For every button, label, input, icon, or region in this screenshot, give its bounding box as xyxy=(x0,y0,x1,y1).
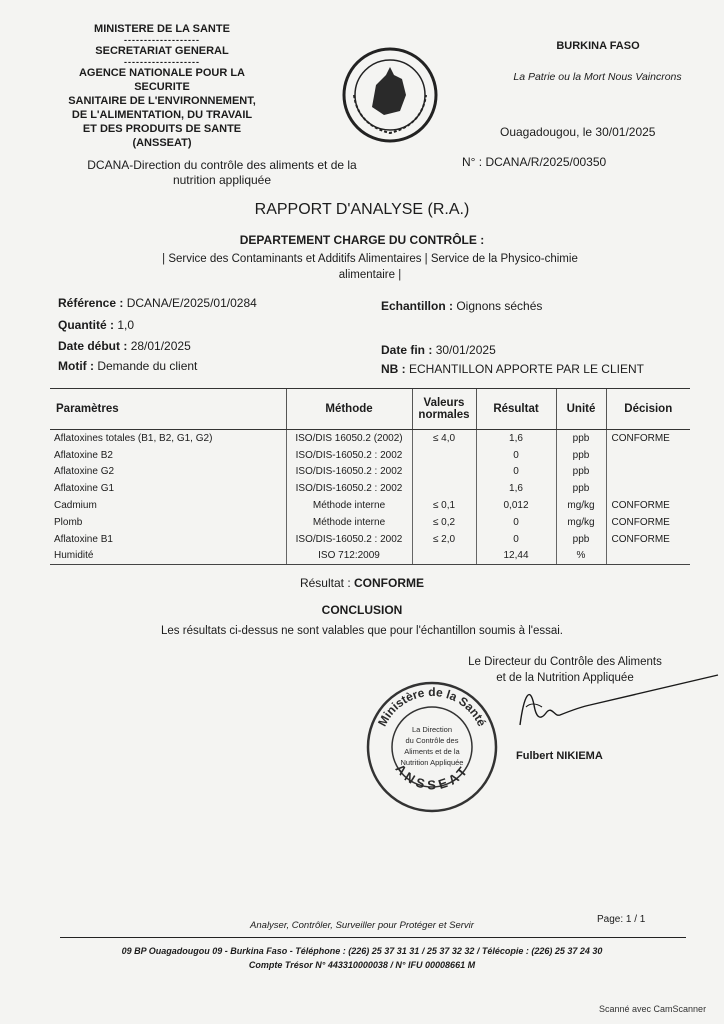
table-cell: Aflatoxines totales (B1, B2, G1, G2) xyxy=(54,432,213,444)
report-number: N° : DCANA/R/2025/00350 xyxy=(462,155,607,169)
table-cell: Aflatoxine G2 xyxy=(54,466,115,478)
dcana-line: nutrition appliquée xyxy=(172,173,272,187)
department-title: DEPARTEMENT CHARGE DU CONTRÔLE : xyxy=(239,233,485,247)
agency-line: AGENCE NATIONALE POUR LA SECURITE xyxy=(78,67,246,93)
conclusion-text: Les résultats ci-dessus ne sont valables que pour l'échantillon soumis à l'essai. xyxy=(161,625,563,637)
table-cell xyxy=(412,480,476,497)
echantillon-label: Echantillon : xyxy=(381,299,453,313)
dcana-line: DCANA-Direction du contrôle des aliments et de la xyxy=(87,158,357,172)
table-cell xyxy=(606,480,690,497)
secretariat-name: SECRETARIAT GENERAL xyxy=(95,45,229,57)
table-cell: ≤ 0,1 xyxy=(412,497,476,514)
table-row xyxy=(50,447,690,464)
table-row xyxy=(50,464,690,481)
table-cell: CONFORME xyxy=(606,430,690,447)
scanner-watermark: Scanné avec CamScanner xyxy=(599,1004,707,1014)
table-cell: ISO/DIS-16050.2 : 2002 xyxy=(286,531,412,548)
stamp-inner-line: Aliments et de la xyxy=(404,747,460,756)
country-name: BURKINA FASO xyxy=(556,40,640,52)
table-cell: CONFORME xyxy=(606,531,690,548)
table-cell: 1,6 xyxy=(476,430,556,447)
ministry-name: MINISTERE DE LA SANTE xyxy=(94,23,230,35)
nb-value: ECHANTILLON APPORTE PAR LE CLIENT xyxy=(409,362,644,376)
reference-value: DCANA/E/2025/01/0284 xyxy=(126,296,257,310)
date-fin-field xyxy=(381,343,496,357)
table-cell: Aflatoxine B1 xyxy=(54,533,113,545)
report-title: RAPPORT D'ANALYSE (R.A.) xyxy=(254,201,470,218)
table-cell: ISO/DIS 16050.2 (2002) xyxy=(286,430,412,447)
result-value: CONFORME xyxy=(354,576,425,590)
table-cell xyxy=(606,464,690,481)
table-cell: ppb xyxy=(556,430,606,447)
stamp-outer-text: Ministère de la Santé xyxy=(375,684,490,729)
footer-address xyxy=(0,944,724,972)
table-row xyxy=(50,430,690,447)
handwritten-signature-icon xyxy=(490,655,720,735)
table-cell: CONFORME xyxy=(606,514,690,531)
signer-name: Fulbert NIKIEMA xyxy=(516,750,603,762)
table-cell xyxy=(606,548,690,565)
echantillon-field xyxy=(381,299,542,313)
agency-line: ET DES PRODUITS DE SANTE xyxy=(82,123,242,135)
table-cell: ISO/DIS-16050.2 : 2002 xyxy=(286,480,412,497)
nb-label: NB : xyxy=(381,362,406,376)
table-row xyxy=(50,531,690,548)
date-fin-value: 30/01/2025 xyxy=(435,343,496,357)
page-number: Page: 1 / 1 xyxy=(597,914,646,925)
table-cell: Aflatoxine B2 xyxy=(54,449,113,461)
table-cell: % xyxy=(556,548,606,565)
table-cell: 12,44 xyxy=(476,548,556,565)
table-row xyxy=(50,497,690,514)
table-cell: ISO 712:2009 xyxy=(286,548,412,565)
services-text xyxy=(150,251,590,283)
table-cell xyxy=(606,447,690,464)
place-date: Ouagadougou, le 30/01/2025 xyxy=(500,125,656,139)
overall-result xyxy=(0,576,724,590)
table-cell: 0 xyxy=(476,531,556,548)
table-cell: Humidité xyxy=(50,548,286,565)
table-row xyxy=(50,514,690,531)
table-cell: ISO/DIS-16050.2 : 2002 xyxy=(286,447,412,464)
table-cell: Méthode interne xyxy=(286,514,412,531)
table-cell: 0 xyxy=(476,447,556,464)
table-cell: ≤ 4,0 xyxy=(412,430,476,447)
services-line: | Service des Contaminants et Additifs Alimentaires | Service de la Physico-chimie xyxy=(162,253,578,265)
agency-line: SANITAIRE DE L'ENVIRONNEMENT, xyxy=(68,95,256,107)
date-debut-label: Date début : xyxy=(58,339,128,353)
motif-field xyxy=(58,359,197,373)
services-line: alimentaire | xyxy=(338,269,402,281)
director-line: Le Directeur du Contrôle des Aliments xyxy=(468,656,662,668)
address-line: 09 BP Ouagadougou 09 - Burkina Faso - Téléphone : (226) 25 37 31 31 / 25 37 32 32 / Télécopie : (226) 25 37 24 30 xyxy=(121,946,603,956)
reference-field xyxy=(58,296,257,310)
table-cell: ppb xyxy=(556,480,606,497)
table-cell: ppb xyxy=(556,464,606,481)
quantite-field xyxy=(58,318,134,332)
separator-dots: ------------------- xyxy=(124,35,200,45)
table-cell: mg/kg xyxy=(556,514,606,531)
table-cell xyxy=(412,464,476,481)
national-motto: La Patrie ou la Mort Nous Vaincrons xyxy=(513,71,682,83)
date-debut-value: 28/01/2025 xyxy=(130,339,191,353)
quantite-value: 1,0 xyxy=(117,318,135,332)
date-debut-field xyxy=(58,339,191,353)
table-cell: 1,6 xyxy=(476,480,556,497)
motif-value: Demande du client xyxy=(97,359,198,373)
table-cell: Méthode interne xyxy=(286,497,412,514)
table-cell: 0 xyxy=(476,464,556,481)
table-cell: 0,012 xyxy=(476,497,556,514)
table-cell xyxy=(412,447,476,464)
table-cell xyxy=(412,548,476,565)
table-row xyxy=(50,480,690,497)
echantillon-value: Oignons séchés xyxy=(456,299,543,313)
motif-label: Motif : xyxy=(58,359,94,373)
stamp-inner-line: Nutrition Appliquée xyxy=(400,758,464,767)
stamp-inner-line: La Direction xyxy=(411,725,453,734)
table-cell: ISO/DIS-16050.2 : 2002 xyxy=(286,464,412,481)
column-header: Paramètres xyxy=(50,389,286,430)
footer-divider xyxy=(60,937,686,938)
official-stamp-icon xyxy=(365,680,500,815)
footer-slogan: Analyser, Contrôler, Surveiller pour Protéger et Servir xyxy=(250,920,474,931)
separator-dots: ------------------- xyxy=(124,57,200,67)
stamp-bottom-text: ANSSEAT xyxy=(392,761,473,793)
table-cell: Cadmium xyxy=(54,500,97,512)
results-table xyxy=(50,388,690,565)
column-header: Valeurs normales xyxy=(412,389,476,430)
tresor-line: Compte Trésor N° 443310000038 / N° IFU 00008661 M xyxy=(248,960,476,970)
agency-acronym: (ANSSEAT) xyxy=(132,137,192,149)
date-fin-label: Date fin : xyxy=(381,343,433,357)
agency-line: DE L'ALIMENTATION, DU TRAVAIL xyxy=(71,109,253,121)
column-header: Unité xyxy=(556,389,606,430)
table-cell: ppb xyxy=(556,447,606,464)
table-cell: Plomb xyxy=(54,516,83,528)
table-cell: ≤ 2,0 xyxy=(412,531,476,548)
table-cell: ≤ 0,2 xyxy=(412,514,476,531)
table-cell: 0 xyxy=(476,514,556,531)
column-header: Méthode xyxy=(286,389,412,430)
ministry-header xyxy=(62,22,262,150)
reference-label: Référence : xyxy=(58,296,124,310)
nb-field xyxy=(381,362,644,376)
ansseat-emblem-icon xyxy=(340,45,440,145)
table-cell: Aflatoxine G1 xyxy=(54,483,115,495)
director-line: et de la Nutrition Appliquée xyxy=(496,672,634,684)
table-header-row xyxy=(50,389,690,430)
dcana-direction xyxy=(77,158,367,188)
table-row xyxy=(50,548,690,565)
table-cell: CONFORME xyxy=(606,497,690,514)
table-cell: ppb xyxy=(556,531,606,548)
column-header: Résultat xyxy=(476,389,556,430)
quantite-label: Quantité : xyxy=(58,318,114,332)
table-cell: mg/kg xyxy=(556,497,606,514)
result-label: Résultat : xyxy=(299,576,351,590)
column-header: Décision xyxy=(606,389,690,430)
stamp-inner-line: du Contrôle des xyxy=(405,736,459,745)
conclusion-title: CONCLUSION xyxy=(321,603,403,617)
